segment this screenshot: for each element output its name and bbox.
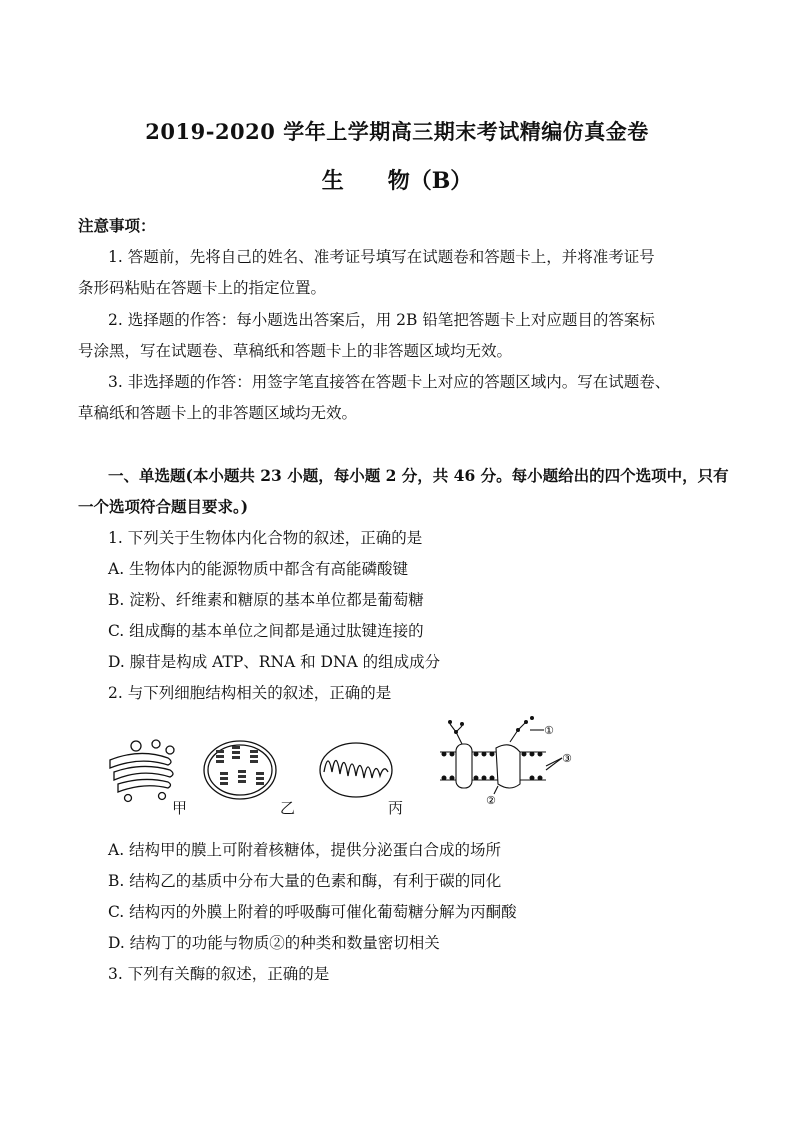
- notice-item-3-line-2: 草稿纸和答题卡上的非答题区域均无效。: [78, 404, 358, 422]
- q1-option-d: D. 腺苷是构成 ATP、RNA 和 DNA 的组成成分: [108, 653, 441, 671]
- q1-option-a: A. 生物体内的能源物质中都含有高能磷酸键: [108, 560, 409, 578]
- figure-label-bing: 丙: [388, 799, 404, 817]
- q2-option-d: D. 结构丁的功能与物质②的种类和数量密切相关: [108, 934, 440, 952]
- q2-stem: 2. 与下列细胞结构相关的叙述，正确的是: [108, 684, 392, 702]
- q3-stem: 3. 下列有关酶的叙述，正确的是: [108, 965, 330, 983]
- notice-item-1-line-1: 1. 答题前，先将自己的姓名、准考证号填写在试题卷和答题卡上，并将准考证号: [108, 248, 655, 266]
- golgi-diagram: [110, 740, 174, 802]
- notice-item-2-line-2: 号涂黑，写在试题卷、草稿纸和答题卡上的非答题区域均无效。: [78, 342, 513, 360]
- section-heading-line-2: 一个选项符合题目要求。): [78, 497, 249, 516]
- notice-item-2-line-1: 2. 选择题的作答：每小题选出答案后，用 2B 铅笔把答题卡上对应题目的答案标: [108, 311, 655, 329]
- q2-option-c: C. 结构丙的外膜上附着的呼吸酶可催化葡萄糖分解为丙酮酸: [108, 903, 517, 921]
- membrane-marker-2: ②: [486, 794, 496, 807]
- q2-option-b: B. 结构乙的基质中分布大量的色素和酶，有利于碳的同化: [108, 872, 502, 890]
- section-heading-line-1: 一、单选题(本小题共 23 小题，每小题 2 分，共 46 分。每小题给出的四个选项中，只有: [108, 466, 729, 485]
- membrane-marker-1: ①: [544, 724, 554, 737]
- chloroplast-diagram: [204, 741, 276, 799]
- mitochondrion-diagram: [320, 743, 392, 797]
- notice-item-1-line-2: 条形码粘贴在答题卡上的指定位置。: [78, 279, 327, 297]
- exam-title: 2019-2020 学年上学期高三期末考试精编仿真金卷: [145, 119, 649, 144]
- subject-title: [0, 164, 794, 195]
- q1-stem: 1. 下列关于生物体内化合物的叙述，正确的是: [108, 529, 423, 547]
- notice-heading: 注意事项：: [78, 216, 156, 235]
- q1-option-b: B. 淀粉、纤维素和糖原的基本单位都是葡萄糖: [108, 591, 424, 609]
- subject-right: 物（B）: [387, 168, 473, 194]
- subject-left: 生: [321, 168, 344, 194]
- figure-label-yi: 乙: [280, 799, 296, 817]
- notice-item-3-line-1: 3. 非选择题的作答：用签字笔直接答在答题卡上对应的答题区域内。写在试题卷、: [108, 373, 671, 391]
- figure-label-jia: 甲: [172, 799, 188, 817]
- membrane-marker-3: ③: [562, 752, 572, 765]
- q2-option-a: A. 结构甲的膜上可附着核糖体，提供分泌蛋白合成的场所: [108, 841, 502, 859]
- q1-option-c: C. 组成酶的基本单位之间都是通过肽键连接的: [108, 622, 424, 640]
